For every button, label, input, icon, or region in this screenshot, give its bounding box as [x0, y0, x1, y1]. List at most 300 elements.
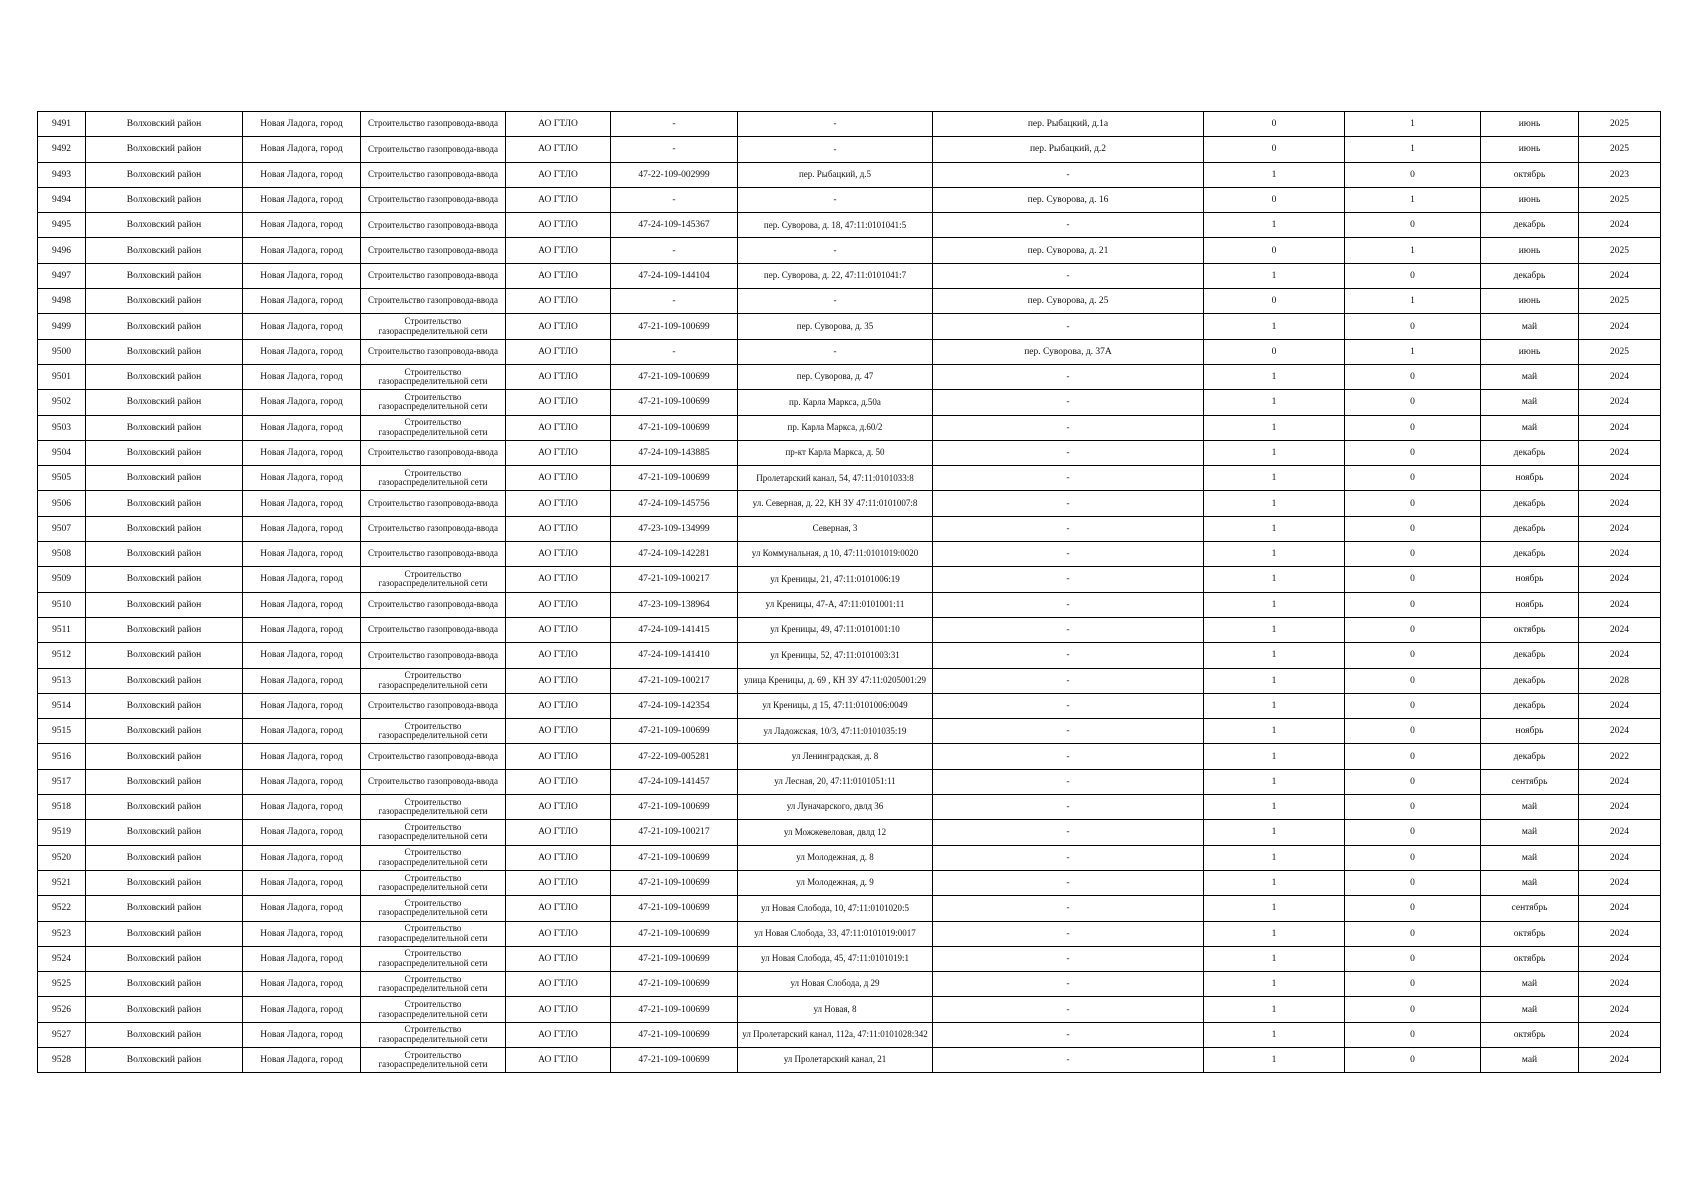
organization-cell: АО ГТЛО	[506, 466, 611, 491]
month-cell: май	[1481, 1047, 1579, 1072]
organization-cell: АО ГТЛО	[506, 870, 611, 895]
month-cell: май	[1481, 415, 1579, 440]
district-cell: Волховский район	[86, 1022, 243, 1047]
table-row	[38, 440, 1661, 465]
address-cell: -	[933, 213, 1204, 238]
month-cell: май	[1481, 314, 1579, 339]
address-cadastral-cell: Пролетарский канал, 54, 47:11:0101033:8	[738, 466, 933, 491]
permit-number-cell: 47-22-109-002999	[611, 162, 738, 187]
permit-number-cell: -	[611, 112, 738, 137]
year-cell: 2024	[1579, 997, 1661, 1022]
year-cell: 2024	[1579, 820, 1661, 845]
month-cell: июнь	[1481, 339, 1579, 364]
district-cell: Волховский район	[86, 466, 243, 491]
work-type-cell: Строительство газораспределительной сети	[361, 820, 506, 845]
table-row	[38, 921, 1661, 946]
address-cell: -	[933, 946, 1204, 971]
permit-number-cell: -	[611, 339, 738, 364]
organization-cell: АО ГТЛО	[506, 795, 611, 820]
address-cell: пер. Рыбацкий, д.1а	[933, 112, 1204, 137]
count-a-cell: 0	[1204, 112, 1345, 137]
month-cell: октябрь	[1481, 946, 1579, 971]
locality-cell: Новая Ладога, город	[243, 693, 361, 718]
address-cell: -	[933, 643, 1204, 668]
month-cell: май	[1481, 820, 1579, 845]
count-b-cell: 0	[1345, 1022, 1481, 1047]
locality-cell: Новая Ладога, город	[243, 972, 361, 997]
address-cell: пер. Суворова, д. 25	[933, 289, 1204, 314]
locality-cell: Новая Ладога, город	[243, 339, 361, 364]
organization-cell: АО ГТЛО	[506, 390, 611, 415]
count-b-cell: 0	[1345, 390, 1481, 415]
organization-cell: АО ГТЛО	[506, 643, 611, 668]
organization-cell: АО ГТЛО	[506, 263, 611, 288]
district-cell: Волховский район	[86, 289, 243, 314]
count-b-cell: 0	[1345, 693, 1481, 718]
organization-cell: АО ГТЛО	[506, 617, 611, 642]
count-b-cell: 0	[1345, 213, 1481, 238]
row-number-cell: 9493	[38, 162, 86, 187]
organization-cell: АО ГТЛО	[506, 289, 611, 314]
count-b-cell: 0	[1345, 972, 1481, 997]
row-number-cell: 9495	[38, 213, 86, 238]
year-cell: 2025	[1579, 187, 1661, 212]
count-a-cell: 1	[1204, 314, 1345, 339]
locality-cell: Новая Ладога, город	[243, 289, 361, 314]
permit-number-cell: 47-21-109-100699	[611, 870, 738, 895]
work-type-cell: Строительство газораспределительной сети	[361, 795, 506, 820]
data-table	[37, 111, 1661, 1073]
address-cell: -	[933, 896, 1204, 921]
work-type-cell: Строительство газопровода-ввода	[361, 491, 506, 516]
month-cell: июнь	[1481, 289, 1579, 314]
organization-cell: АО ГТЛО	[506, 567, 611, 592]
district-cell: Волховский район	[86, 693, 243, 718]
organization-cell: АО ГТЛО	[506, 440, 611, 465]
work-type-cell: Строительство газопровода-ввода	[361, 263, 506, 288]
table-row	[38, 997, 1661, 1022]
month-cell: декабрь	[1481, 542, 1579, 567]
row-number-cell: 9503	[38, 415, 86, 440]
permit-number-cell: 47-23-109-138964	[611, 592, 738, 617]
row-number-cell: 9492	[38, 137, 86, 162]
address-cell: -	[933, 592, 1204, 617]
year-cell: 2024	[1579, 921, 1661, 946]
address-cell: -	[933, 390, 1204, 415]
month-cell: июнь	[1481, 187, 1579, 212]
month-cell: декабрь	[1481, 693, 1579, 718]
locality-cell: Новая Ладога, город	[243, 592, 361, 617]
locality-cell: Новая Ладога, город	[243, 542, 361, 567]
count-b-cell: 0	[1345, 643, 1481, 668]
row-number-cell: 9516	[38, 744, 86, 769]
locality-cell: Новая Ладога, город	[243, 896, 361, 921]
organization-cell: АО ГТЛО	[506, 972, 611, 997]
count-a-cell: 0	[1204, 238, 1345, 263]
address-cadastral-cell: ул Луначарского, двлд 36	[738, 795, 933, 820]
permit-number-cell: 47-21-109-100699	[611, 845, 738, 870]
count-b-cell: 1	[1345, 112, 1481, 137]
address-cell: -	[933, 466, 1204, 491]
work-type-cell: Строительство газопровода-ввода	[361, 289, 506, 314]
locality-cell: Новая Ладога, город	[243, 668, 361, 693]
organization-cell: АО ГТЛО	[506, 213, 611, 238]
address-cell: -	[933, 921, 1204, 946]
locality-cell: Новая Ладога, город	[243, 314, 361, 339]
work-type-cell: Строительство газораспределительной сети	[361, 896, 506, 921]
locality-cell: Новая Ладога, город	[243, 263, 361, 288]
locality-cell: Новая Ладога, город	[243, 997, 361, 1022]
address-cell: пер. Суворова, д. 21	[933, 238, 1204, 263]
count-a-cell: 1	[1204, 921, 1345, 946]
table-row	[38, 946, 1661, 971]
locality-cell: Новая Ладога, город	[243, 617, 361, 642]
row-number-cell: 9497	[38, 263, 86, 288]
locality-cell: Новая Ладога, город	[243, 440, 361, 465]
permit-number-cell: -	[611, 289, 738, 314]
row-number-cell: 9515	[38, 719, 86, 744]
table-row	[38, 1022, 1661, 1047]
work-type-cell: Строительство газопровода-ввода	[361, 769, 506, 794]
organization-cell: АО ГТЛО	[506, 339, 611, 364]
work-type-cell: Строительство газопровода-ввода	[361, 162, 506, 187]
month-cell: ноябрь	[1481, 592, 1579, 617]
month-cell: октябрь	[1481, 921, 1579, 946]
work-type-cell: Строительство газопровода-ввода	[361, 137, 506, 162]
district-cell: Волховский район	[86, 567, 243, 592]
permit-number-cell: -	[611, 187, 738, 212]
organization-cell: АО ГТЛО	[506, 137, 611, 162]
locality-cell: Новая Ладога, город	[243, 238, 361, 263]
organization-cell: АО ГТЛО	[506, 719, 611, 744]
table-row	[38, 744, 1661, 769]
address-cadastral-cell: пр. Карла Маркса, д.60/2	[738, 415, 933, 440]
district-cell: Волховский район	[86, 617, 243, 642]
address-cadastral-cell: ул Ленинградская, д. 8	[738, 744, 933, 769]
permit-number-cell: 47-21-109-100699	[611, 997, 738, 1022]
year-cell: 2024	[1579, 946, 1661, 971]
month-cell: декабрь	[1481, 491, 1579, 516]
month-cell: декабрь	[1481, 263, 1579, 288]
work-type-cell: Строительство газораспределительной сети	[361, 364, 506, 389]
locality-cell: Новая Ладога, город	[243, 112, 361, 137]
row-number-cell: 9528	[38, 1047, 86, 1072]
table-row	[38, 820, 1661, 845]
district-cell: Волховский район	[86, 845, 243, 870]
locality-cell: Новая Ладога, город	[243, 466, 361, 491]
year-cell: 2024	[1579, 1047, 1661, 1072]
locality-cell: Новая Ладога, город	[243, 1047, 361, 1072]
locality-cell: Новая Ладога, город	[243, 162, 361, 187]
district-cell: Волховский район	[86, 516, 243, 541]
table-row	[38, 769, 1661, 794]
table-row	[38, 592, 1661, 617]
count-a-cell: 1	[1204, 466, 1345, 491]
work-type-cell: Строительство газопровода-ввода	[361, 744, 506, 769]
work-type-cell: Строительство газораспределительной сети	[361, 1047, 506, 1072]
permit-number-cell: 47-21-109-100699	[611, 364, 738, 389]
year-cell: 2025	[1579, 339, 1661, 364]
address-cell: -	[933, 870, 1204, 895]
address-cell: -	[933, 415, 1204, 440]
district-cell: Волховский район	[86, 870, 243, 895]
row-number-cell: 9527	[38, 1022, 86, 1047]
count-b-cell: 1	[1345, 289, 1481, 314]
count-b-cell: 1	[1345, 339, 1481, 364]
district-cell: Волховский район	[86, 668, 243, 693]
count-a-cell: 1	[1204, 440, 1345, 465]
month-cell: сентябрь	[1481, 896, 1579, 921]
row-number-cell: 9500	[38, 339, 86, 364]
permit-number-cell: 47-21-109-100699	[611, 719, 738, 744]
table-row	[38, 314, 1661, 339]
work-type-cell: Строительство газораспределительной сети	[361, 668, 506, 693]
count-b-cell: 0	[1345, 769, 1481, 794]
district-cell: Волховский район	[86, 643, 243, 668]
address-cell: -	[933, 693, 1204, 718]
row-number-cell: 9491	[38, 112, 86, 137]
address-cell: -	[933, 567, 1204, 592]
work-type-cell: Строительство газораспределительной сети	[361, 1022, 506, 1047]
count-b-cell: 0	[1345, 896, 1481, 921]
work-type-cell: Строительство газораспределительной сети	[361, 845, 506, 870]
work-type-cell: Строительство газопровода-ввода	[361, 213, 506, 238]
year-cell: 2024	[1579, 795, 1661, 820]
count-a-cell: 1	[1204, 744, 1345, 769]
row-number-cell: 9513	[38, 668, 86, 693]
year-cell: 2023	[1579, 162, 1661, 187]
count-b-cell: 0	[1345, 567, 1481, 592]
organization-cell: АО ГТЛО	[506, 1022, 611, 1047]
count-b-cell: 0	[1345, 542, 1481, 567]
address-cadastral-cell: улица Креницы, д. 69 , КН ЗУ 47:11:0205001:29	[738, 668, 933, 693]
count-a-cell: 0	[1204, 137, 1345, 162]
year-cell: 2024	[1579, 314, 1661, 339]
permit-number-cell: -	[611, 137, 738, 162]
table-row	[38, 972, 1661, 997]
table-row	[38, 693, 1661, 718]
month-cell: май	[1481, 795, 1579, 820]
year-cell: 2022	[1579, 744, 1661, 769]
count-a-cell: 1	[1204, 162, 1345, 187]
month-cell: декабрь	[1481, 440, 1579, 465]
year-cell: 2025	[1579, 137, 1661, 162]
count-b-cell: 0	[1345, 668, 1481, 693]
table-body	[38, 112, 1661, 1073]
address-cell: -	[933, 542, 1204, 567]
work-type-cell: Строительство газопровода-ввода	[361, 693, 506, 718]
address-cell: -	[933, 795, 1204, 820]
year-cell: 2025	[1579, 112, 1661, 137]
address-cadastral-cell: ул Новая Слобода, 10, 47:11:0101020:5	[738, 896, 933, 921]
address-cell: -	[933, 820, 1204, 845]
work-type-cell: Строительство газораспределительной сети	[361, 390, 506, 415]
work-type-cell: Строительство газопровода-ввода	[361, 592, 506, 617]
count-b-cell: 1	[1345, 238, 1481, 263]
address-cell: -	[933, 491, 1204, 516]
locality-cell: Новая Ладога, город	[243, 719, 361, 744]
row-number-cell: 9499	[38, 314, 86, 339]
work-type-cell: Строительство газораспределительной сети	[361, 946, 506, 971]
row-number-cell: 9494	[38, 187, 86, 212]
count-b-cell: 0	[1345, 415, 1481, 440]
permit-number-cell: 47-24-109-141457	[611, 769, 738, 794]
table-row	[38, 339, 1661, 364]
year-cell: 2024	[1579, 542, 1661, 567]
locality-cell: Новая Ладога, город	[243, 415, 361, 440]
district-cell: Волховский район	[86, 1047, 243, 1072]
address-cell: -	[933, 314, 1204, 339]
row-number-cell: 9508	[38, 542, 86, 567]
month-cell: июнь	[1481, 238, 1579, 263]
address-cell: -	[933, 719, 1204, 744]
address-cell: -	[933, 769, 1204, 794]
district-cell: Волховский район	[86, 137, 243, 162]
district-cell: Волховский район	[86, 972, 243, 997]
month-cell: май	[1481, 870, 1579, 895]
table-row	[38, 289, 1661, 314]
work-type-cell: Строительство газораспределительной сети	[361, 567, 506, 592]
address-cadastral-cell: -	[738, 112, 933, 137]
year-cell: 2024	[1579, 693, 1661, 718]
month-cell: май	[1481, 997, 1579, 1022]
row-number-cell: 9523	[38, 921, 86, 946]
address-cadastral-cell: пер. Суворова, д. 18, 47:11:0101041:5	[738, 213, 933, 238]
count-a-cell: 1	[1204, 946, 1345, 971]
address-cell: -	[933, 1022, 1204, 1047]
count-a-cell: 1	[1204, 845, 1345, 870]
month-cell: ноябрь	[1481, 466, 1579, 491]
table-row	[38, 542, 1661, 567]
year-cell: 2024	[1579, 440, 1661, 465]
locality-cell: Новая Ладога, город	[243, 921, 361, 946]
locality-cell: Новая Ладога, город	[243, 491, 361, 516]
locality-cell: Новая Ладога, город	[243, 364, 361, 389]
work-type-cell: Строительство газопровода-ввода	[361, 516, 506, 541]
count-b-cell: 0	[1345, 870, 1481, 895]
row-number-cell: 9514	[38, 693, 86, 718]
work-type-cell: Строительство газораспределительной сети	[361, 921, 506, 946]
table-row	[38, 263, 1661, 288]
address-cadastral-cell: -	[738, 289, 933, 314]
address-cadastral-cell: ул. Северная, д. 22, КН ЗУ 47:11:0101007:8	[738, 491, 933, 516]
count-a-cell: 0	[1204, 187, 1345, 212]
month-cell: октябрь	[1481, 1022, 1579, 1047]
organization-cell: АО ГТЛО	[506, 415, 611, 440]
permit-number-cell: 47-22-109-005281	[611, 744, 738, 769]
address-cadastral-cell: ул Коммунальная, д 10, 47:11:0101019:0020	[738, 542, 933, 567]
year-cell: 2024	[1579, 972, 1661, 997]
address-cadastral-cell: ул Ладожская, 10/3, 47:11:0101035:19	[738, 719, 933, 744]
table-row	[38, 795, 1661, 820]
district-cell: Волховский район	[86, 744, 243, 769]
address-cell: -	[933, 1047, 1204, 1072]
month-cell: ноябрь	[1481, 719, 1579, 744]
district-cell: Волховский район	[86, 719, 243, 744]
address-cadastral-cell: ул Креницы, д 15, 47:11:0101006:0049	[738, 693, 933, 718]
address-cell: пер. Суворова, д. 16	[933, 187, 1204, 212]
month-cell: май	[1481, 845, 1579, 870]
work-type-cell: Строительство газопровода-ввода	[361, 238, 506, 263]
permit-number-cell: 47-21-109-100699	[611, 1047, 738, 1072]
address-cadastral-cell: ул Молодежная, д. 9	[738, 870, 933, 895]
work-type-cell: Строительство газораспределительной сети	[361, 719, 506, 744]
organization-cell: АО ГТЛО	[506, 693, 611, 718]
address-cadastral-cell: ул Креницы, 21, 47:11:0101006:19	[738, 567, 933, 592]
table-row	[38, 466, 1661, 491]
address-cadastral-cell: ул Лесная, 20, 47:11:0101051:11	[738, 769, 933, 794]
year-cell: 2024	[1579, 213, 1661, 238]
work-type-cell: Строительство газораспределительной сети	[361, 415, 506, 440]
month-cell: декабрь	[1481, 516, 1579, 541]
address-cell: -	[933, 845, 1204, 870]
address-cell: -	[933, 440, 1204, 465]
district-cell: Волховский район	[86, 946, 243, 971]
table-row	[38, 238, 1661, 263]
row-number-cell: 9522	[38, 896, 86, 921]
year-cell: 2024	[1579, 516, 1661, 541]
count-b-cell: 0	[1345, 516, 1481, 541]
work-type-cell: Строительство газораспределительной сети	[361, 972, 506, 997]
permit-number-cell: 47-24-109-141415	[611, 617, 738, 642]
permit-number-cell: 47-24-109-144104	[611, 263, 738, 288]
district-cell: Волховский район	[86, 390, 243, 415]
year-cell: 2024	[1579, 617, 1661, 642]
table-row	[38, 112, 1661, 137]
address-cadastral-cell: ул Новая Слобода, 45, 47:11:0101019:1	[738, 946, 933, 971]
count-a-cell: 1	[1204, 719, 1345, 744]
address-cell: -	[933, 997, 1204, 1022]
count-b-cell: 0	[1345, 1047, 1481, 1072]
year-cell: 2024	[1579, 719, 1661, 744]
address-cadastral-cell: ул Креницы, 49, 47:11:0101001:10	[738, 617, 933, 642]
row-number-cell: 9521	[38, 870, 86, 895]
district-cell: Волховский район	[86, 364, 243, 389]
count-b-cell: 0	[1345, 946, 1481, 971]
month-cell: сентябрь	[1481, 769, 1579, 794]
organization-cell: АО ГТЛО	[506, 162, 611, 187]
work-type-cell: Строительство газопровода-ввода	[361, 187, 506, 212]
organization-cell: АО ГТЛО	[506, 845, 611, 870]
table-row	[38, 213, 1661, 238]
permit-number-cell: 47-21-109-100699	[611, 1022, 738, 1047]
count-a-cell: 1	[1204, 542, 1345, 567]
month-cell: октябрь	[1481, 617, 1579, 642]
row-number-cell: 9520	[38, 845, 86, 870]
year-cell: 2024	[1579, 1022, 1661, 1047]
district-cell: Волховский район	[86, 314, 243, 339]
row-number-cell: 9498	[38, 289, 86, 314]
address-cadastral-cell: ул Креницы, 47-А, 47:11:0101001:11	[738, 592, 933, 617]
row-number-cell: 9509	[38, 567, 86, 592]
locality-cell: Новая Ладога, город	[243, 213, 361, 238]
locality-cell: Новая Ладога, город	[243, 643, 361, 668]
count-b-cell: 0	[1345, 744, 1481, 769]
year-cell: 2024	[1579, 415, 1661, 440]
year-cell: 2024	[1579, 769, 1661, 794]
organization-cell: АО ГТЛО	[506, 112, 611, 137]
table-row	[38, 187, 1661, 212]
permit-number-cell: 47-21-109-100699	[611, 390, 738, 415]
permit-number-cell: 47-21-109-100217	[611, 820, 738, 845]
organization-cell: АО ГТЛО	[506, 516, 611, 541]
organization-cell: АО ГТЛО	[506, 592, 611, 617]
month-cell: декабрь	[1481, 744, 1579, 769]
count-a-cell: 1	[1204, 617, 1345, 642]
count-a-cell: 1	[1204, 1022, 1345, 1047]
district-cell: Волховский район	[86, 896, 243, 921]
address-cell: -	[933, 972, 1204, 997]
